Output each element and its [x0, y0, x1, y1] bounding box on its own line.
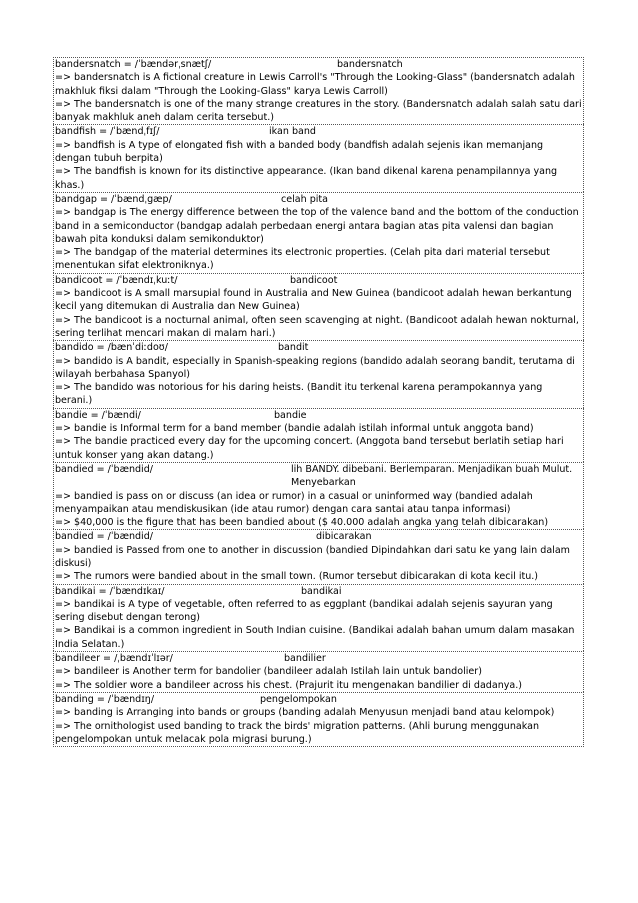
dictionary-entry: [53, 529, 584, 583]
entry-definition: => bandileer is Another term for bandolier (bandileer adalah Istilah lain untuk bandolier): [55, 666, 482, 678]
entry-definition: => bandido is A bandit, especially in Spanish-speaking regions (bandido adalah seorang bandit, terutama di wilayah berbahasa Spanyol): [55, 355, 575, 380]
entry-definition: => bandied is Passed from one to another in discussion (bandied Dipindahkan dari satu ke yang lain dalam diskusi): [55, 544, 570, 569]
entry-headline: [55, 530, 582, 543]
entry-example: => The ornithologist used banding to track the birds' migration patterns. (Ahli burung menggunakan pengelompokan untuk melacak pola migrasi burung.): [55, 720, 540, 745]
entry-headline: [55, 341, 582, 354]
entry-headline: [55, 585, 582, 598]
entry-headline: [55, 125, 582, 138]
entry-headword: bandersnatch = /ˈbændərˌsnætʃ/: [55, 59, 212, 70]
entry-example: => The bandgap of the material determines its electronic properties. (Celah pita dari material tersebut menentukan sifat elektroniknya.): [55, 247, 550, 272]
entry-headword: bandikai = /ˈbændɪkaɪ/: [55, 585, 165, 597]
entry-headword: bandileer = /ˌbændɪˈlɪər/: [55, 653, 173, 665]
entry-headword: bandfish = /ˈbændˌfɪʃ/: [55, 126, 160, 138]
entry-definition: => bandgap is The energy difference between the top of the valence band and the bottom of the conduction band in a semiconductor (bandgap adalah perbedaan energi antara bagian atas pita valensi dan bagian bawah pita konduksi dalam semikonduktor): [55, 207, 579, 245]
entry-example: => $40,000 is the figure that has been bandied about ($ 40.000 adalah angka yang telah dibicarakan): [55, 517, 549, 529]
entry-translation: ikan band: [269, 126, 316, 138]
dictionary-entry: [53, 462, 584, 529]
entry-headline: [55, 274, 582, 287]
entry-translation: bandit: [278, 342, 309, 354]
entry-definition: => bandersnatch is A fictional creature in Lewis Carroll's "Through the Looking-Glass" (bandersnatch adalah makhluk fiksi dalam "Through the Looking-Glass" karya Lewis Carroll): [55, 72, 575, 97]
entry-translation: bandie: [274, 409, 307, 421]
dictionary-entry: [53, 124, 584, 191]
entry-definition: => banding is Arranging into bands or groups (banding adalah Menyusun menjadi band atau kelompok): [55, 707, 555, 719]
entry-headword: bandied = /ˈbændid/: [55, 531, 153, 543]
dictionary-entry: [53, 340, 584, 407]
dictionary-entry: [53, 584, 584, 651]
entry-translation: celah pita: [281, 193, 329, 205]
entry-translation: lih BANDY. dibebani. Berlemparan. Menjadikan buah Mulut. Menyebarkan: [291, 463, 573, 489]
dictionary-page: [53, 57, 584, 747]
entry-definition: => bandied is pass on or discuss (an idea or rumor) in a casual or uninformed way (bandied adalah menyampaikan atau mendiskusikan (ide atau rumor) dengan cara santai atau tanpa informasi): [55, 490, 533, 515]
entry-headline: [55, 652, 582, 665]
entry-headline: [55, 409, 582, 422]
entry-headword: bandie = /ˈbændi/: [55, 409, 141, 421]
entry-definition: => bandie is Informal term for a band member (bandie adalah istilah informal untuk anggota band): [55, 423, 534, 435]
entry-headline: [55, 693, 582, 706]
entry-example: => The bandie practiced every day for the upcoming concert. (Anggota band tersebut berlatih setiap hari untuk konser yang akan datang.): [55, 436, 564, 461]
dictionary-entry: [53, 692, 584, 747]
entry-headword: bandgap = /ˈbændˌgæp/: [55, 193, 172, 205]
dictionary-entry: [53, 57, 584, 124]
entry-headword: bandido = /bænˈdiːdoʊ/: [55, 342, 168, 354]
entry-definition: => bandicoot is A small marsupial found in Australia and New Guinea (bandicoot adalah hewan berkantung kecil yang ditemukan di Australia dan New Guinea): [55, 288, 572, 313]
entry-example: => Bandikai is a common ingredient in South Indian cuisine. (Bandikai adalah bahan umum dalam masakan India Selatan.): [55, 625, 575, 650]
entry-example: => The bandicoot is a nocturnal animal, often seen scavenging at night. (Bandicoot adalah hewan nokturnal, sering terlihat mencari makan di malam hari.): [55, 314, 579, 339]
dictionary-entry: [53, 192, 584, 273]
entry-example: => The bandido was notorious for his daring heists. (Bandit itu terkenal karena perampokannya yang berani.): [55, 382, 543, 407]
dictionary-entry: [53, 273, 584, 340]
entry-headline: [55, 58, 582, 71]
dictionary-entry: [53, 408, 584, 462]
entry-headword: bandicoot = /ˈbændɪˌkuːt/: [55, 274, 178, 286]
entry-example: => The soldier wore a bandileer across his chest. (Prajurit itu mengenakan bandilier di dadanya.): [55, 679, 523, 691]
entry-definition: => bandfish is A type of elongated fish with a banded body (bandfish adalah sejenis ikan memanjang dengan tubuh berpita): [55, 139, 544, 165]
entry-headword: bandied = /ˈbændid/: [55, 463, 153, 475]
entry-translation: pengelompokan: [260, 693, 337, 705]
entry-definition: => bandikai is A type of vegetable, often referred to as eggplant (bandikai adalah sejenis sayuran yang sering disebut dengan terong): [55, 598, 553, 624]
dictionary-entry: [53, 651, 584, 692]
entry-translation: dibicarakan: [316, 531, 372, 543]
entry-headline: [55, 193, 582, 206]
entry-headword: banding = /ˈbændɪŋ/: [55, 693, 155, 705]
entry-translation: bandersnatch: [337, 59, 403, 70]
entry-translation: bandikai: [301, 585, 342, 597]
entry-translation: bandilier: [284, 653, 326, 665]
entry-example: => The bandersnatch is one of the many strange creatures in the story. (Bandersnatch adalah salah satu dari banyak makhluk aneh dalam cerita tersebut.): [55, 98, 582, 124]
entry-headline: [55, 463, 582, 490]
entry-example: => The rumors were bandied about in the small town. (Rumor tersebut dibicarakan di kota kecil itu.): [55, 571, 539, 583]
entry-translation: bandicoot: [290, 274, 338, 286]
entry-example: => The bandfish is known for its distinctive appearance. (Ikan band dikenal karena penampilannya yang khas.): [55, 166, 558, 191]
